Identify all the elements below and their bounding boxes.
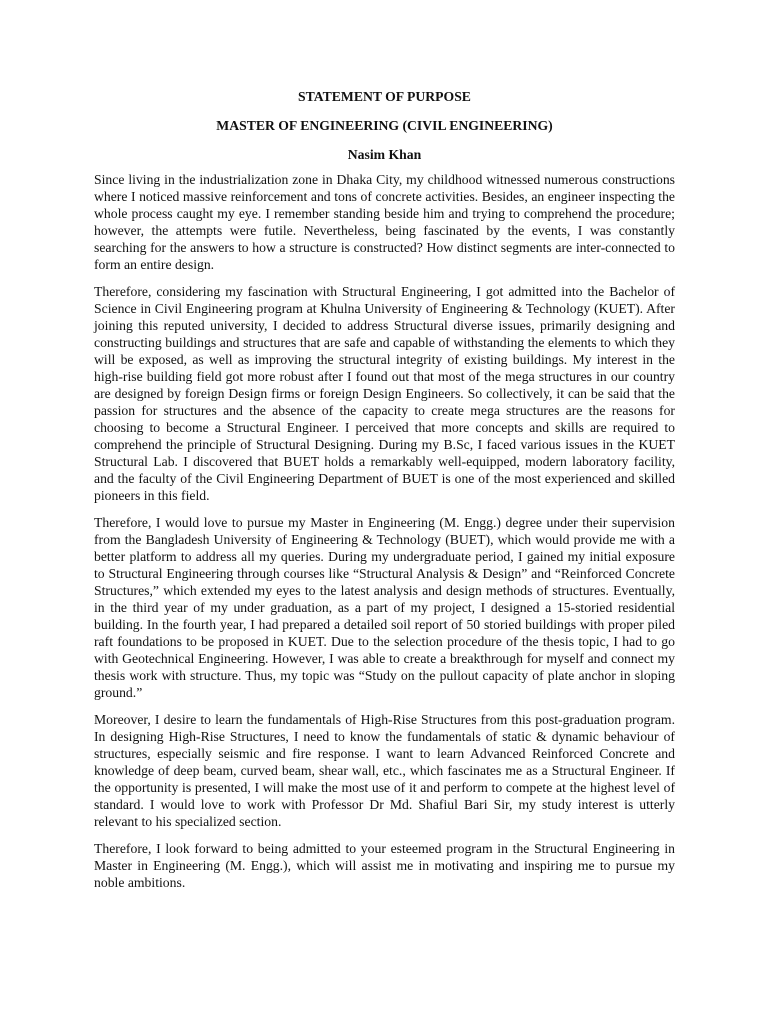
paragraph-4: Moreover, I desire to learn the fundamentals of High-Rise Structures from this post-graduation program. In designing High-Rise Structures, I need to know the fundamentals of static & dynamic behaviour of structures, especially seismic and fire response. I want to learn Advanced Reinforced Concrete and knowledge of deep beam, curved beam, shear wall, etc., which fascinates me as a Structural Engineer. If the opportunity is presented, I will make the most use of it and perform to compete at the highest level of standard. I would love to work with Professor Dr Md. Shafiul Bari Sir, my study interest is utterly relevant to his specialized section.: [94, 712, 675, 829]
paragraph-1: Since living in the industrialization zone in Dhaka City, my childhood witnessed numerous constructions where I noticed massive reinforcement and tons of concrete activities. Besides, an engineer inspecting the whole process caught my eye. I remember standing beside him and trying to comprehend the procedure; however, the attempts were futile. Nevertheless, being fascinated by the events, I was constantly searching for the answers to how a structure is constructed? How distinct segments are inter-connected to form an entire design.: [94, 172, 675, 272]
document-page: [94, 88, 675, 901]
document-title: STATEMENT OF PURPOSE: [298, 89, 471, 104]
author-name: Nasim Khan: [347, 147, 422, 162]
paragraph-2: Therefore, considering my fascination with Structural Engineering, I got admitted into the Bachelor of Science in Civil Engineering program at Khulna University of Engineering & Technology (KUET). After joining this reputed university, I decided to address Structural diverse issues, primarily designing and constructing buildings and structures that are safe and capable of withstanding the elements to which they will be exposed, as well as improving the structural integrity of existing buildings. My interest in the high-rise building field got more robust after I found out that most of the mega structures in our country are designed by foreign Design firms or foreign Design Engineers. So collectively, it can be said that the passion for structures and the absence of the capacity to create mega structures are the reasons for choosing to become a Structural Engineer. I perceived that more concepts and skills are required to comprehend the principle of Structural Designing. During my B.Sc, I faced various issues in the KUET Structural Lab. I discovered that BUET holds a remarkably well-equipped, modern laboratory facility, and the faculty of the Civil Engineering Department of BUET is one of the most experienced and skilled pioneers in this field.: [94, 284, 675, 503]
document-subtitle: MASTER OF ENGINEERING (CIVIL ENGINEERING): [216, 118, 553, 133]
paragraph-5: Therefore, I look forward to being admitted to your esteemed program in the Structural Engineering in Master in Engineering (M. Engg.), which will assist me in motivating and inspiring me to pursue my noble ambitions.: [94, 841, 675, 890]
paragraph-3: Therefore, I would love to pursue my Master in Engineering (M. Engg.) degree under their supervision from the Bangladesh University of Engineering & Technology (BUET), which would provide me with a better platform to address all my queries. During my undergraduate period, I gained my initial exposure to Structural Engineering through courses like “Structural Analysis & Design” and “Reinforced Concrete Structures,” which extended my eyes to the latest analysis and design methods of structures. Eventually, in the third year of my under graduation, as a part of my project, I designed a 15-storied residential building. In the fourth year, I had prepared a detailed soil report of 50 storied buildings with proper piled raft foundations to be proposed in KUET. Due to the selection procedure of the thesis topic, I had to go with Geotechnical Engineering. However, I was able to create a breakthrough for myself and connect my thesis work with structure. Thus, my topic was “Study on the pullout capacity of plate anchor in sloping ground.”: [94, 515, 675, 700]
